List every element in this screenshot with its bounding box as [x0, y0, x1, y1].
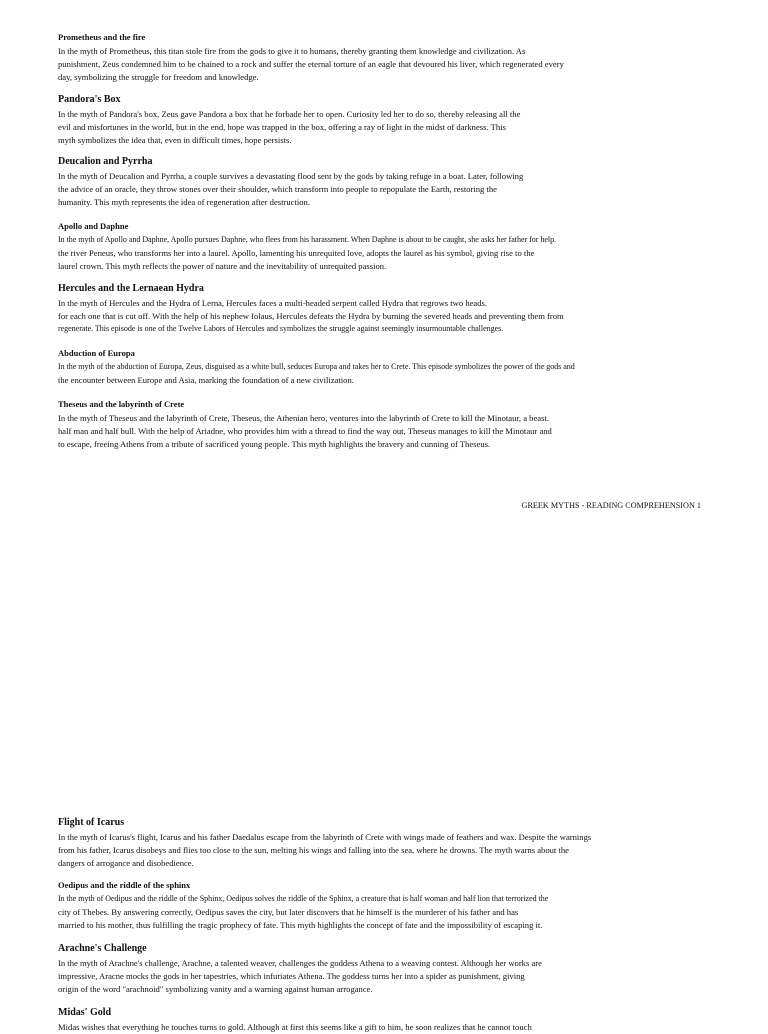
paragraph-line: punishment, Zeus condemned him to be chained to a rock and suffer the eternal torture of an eagle that devoured his liver, which regenerated every	[58, 58, 564, 69]
section-oedipus	[58, 879, 698, 931]
paragraph-line: married to his mother, thus fulfilling the tragic prophecy of fate. This myth highlights the concept of fate and the impossibility of escaping it.	[58, 919, 543, 930]
section-heading: Pandora's Box	[58, 94, 121, 105]
section-pandora	[58, 93, 698, 146]
paragraph-line: from his father, Icarus disobeys and flies too close to the sun, melting his wings and falling into the sea, where he drowns. The myth warns about the	[58, 844, 569, 855]
paragraph-line: In the myth of Apollo and Daphne, Apollo pursues Daphne, who flees from his harassment. When Daphne is about to be caught, she asks her father for help.	[58, 235, 557, 244]
section-hercules	[58, 282, 698, 335]
paragraph-line: the advice of an oracle, they throw stones over their shoulder, which transform into people to repopulate the Earth, restoring the	[58, 183, 497, 194]
paragraph-line: myth symbolizes the idea that, even in difficult times, hope persists.	[58, 134, 292, 145]
section-europa	[58, 347, 698, 387]
paragraph-line: to escape, freeing Athens from a tribute of sacrificed young people. This myth highlights the bravery and cunning of Theseus.	[58, 438, 491, 449]
section-icarus	[58, 816, 698, 869]
page-footer: GREEK MYTHS - READING COMPREHENSION 1	[521, 501, 701, 510]
section-deucalion	[58, 155, 698, 208]
paragraph-line: evil and misfortunes in the world, but in the end, hope was trapped in the box, offering a ray of light in the midst of darkness. This	[58, 121, 506, 132]
paragraph-line: impressive, Aracne mocks the gods in her tapestries, which infuriates Athena. The goddess turns her into a spider as punishment, giving	[58, 970, 525, 981]
paragraph-line: In the myth of the abduction of Europa, Zeus, disguised as a white bull, seduces Europa and takes her to Crete. This episode symbolizes the power of the gods and	[58, 362, 575, 371]
paragraph-line: for each one that is cut off. With the help of his nephew Iolaus, Hercules defeats the Hydra by burning the severed heads and preventing them from	[58, 310, 564, 321]
section-heading: Apollo and Daphne	[58, 221, 129, 231]
paragraph-line: half man and half bull. With the help of Ariadne, who provides him with a thread to find the way out, Theseus manages to kill the Minotaur and	[58, 425, 552, 436]
section-heading: Abduction of Europa	[58, 348, 135, 358]
paragraph-line: the encounter between Europe and Asia, marking the foundation of a new civilization.	[58, 374, 354, 385]
paragraph-line: In the myth of Arachne's challenge, Arachne, a talented weaver, challenges the goddess Athena to a weaving contest. Although her works are	[58, 958, 542, 968]
paragraph-line: In the myth of Deucalion and Pyrrha, a couple survives a devastating flood sent by the gods by taking refuge in a boat. Later, following	[58, 171, 524, 181]
section-heading: Prometheus and the fire	[58, 32, 146, 42]
section-arachne	[58, 942, 698, 995]
paragraph-line: In the myth of Oedipus and the riddle of the Sphinx, Oedipus solves the riddle of the Sphinx, a creature that is half woman and half lion that terrorized the	[58, 894, 549, 903]
paragraph-line: In the myth of Theseus and the labyrinth of Crete, Theseus, the Athenian hero, ventures into the labyrinth of Crete to kill the Minotaur, a beast.	[58, 413, 549, 423]
paragraph-line: laurel crown. This myth reflects the power of nature and the inevitability of unrequited passion.	[58, 260, 387, 271]
paragraph-line: In the myth of Pandora's box, Zeus gave Pandora a box that he forbade her to open. Curiosity led her to do so, thereby releasing all the	[58, 109, 521, 119]
paragraph-line: origin of the word "arachnoid" symbolizing vanity and a warning against human arrogance.	[58, 983, 373, 994]
section-heading: Arachne's Challenge	[58, 943, 147, 954]
section-theseus	[58, 398, 698, 450]
paragraph-line: In the myth of Icarus's flight, Icarus and his father Daedalus escape from the labyrinth of Crete with wings made of feathers and wax. Despite the warnings	[58, 832, 592, 842]
section-heading: Oedipus and the riddle of the sphinx	[58, 880, 191, 890]
section-apollo	[58, 220, 698, 272]
section-prometheus	[58, 31, 698, 83]
paragraph-line: dangers of arrogance and disobedience.	[58, 857, 194, 868]
paragraph-line: regenerate. This episode is one of the Twelve Labors of Hercules and symbolizes the struggle against seemingly insurmountable challenges.	[58, 323, 504, 333]
paragraph-line: day, symbolizing the struggle for freedom and knowledge.	[58, 71, 259, 82]
section-heading: Midas' Gold	[58, 1007, 112, 1018]
section-heading: Deucalion and Pyrrha	[58, 156, 153, 167]
paragraph-line: In the myth of Hercules and the Hydra of Lerna, Hercules faces a multi-headed serpent called Hydra that regrows two heads.	[58, 298, 488, 308]
paragraph-line: Midas wishes that everything he touches turns to gold. Although at first this seems like a gift to him, he soon realizes that he cannot touch	[58, 1022, 532, 1032]
section-heading: Flight of Icarus	[58, 817, 125, 828]
section-midas	[58, 1006, 698, 1034]
paragraph-line: humanity. This myth represents the idea of regeneration after destruction.	[58, 196, 311, 207]
paragraph-line: city of Thebes. By answering correctly, Oedipus saves the city, but later discovers that he himself is the murderer of his father and has	[58, 906, 519, 917]
paragraph-line: In the myth of Prometheus, this titan stole fire from the gods to give it to humans, thereby granting them knowledge and civilization. As	[58, 46, 526, 56]
section-heading: Hercules and the Lernaean Hydra	[58, 283, 204, 294]
section-heading: Theseus and the labyrinth of Crete	[58, 399, 185, 409]
paragraph-line: the river Peneus, who transforms her into a laurel. Apollo, lamenting his unrequited love, adopts the laurel as his symbol, giving rise to the	[58, 247, 535, 258]
